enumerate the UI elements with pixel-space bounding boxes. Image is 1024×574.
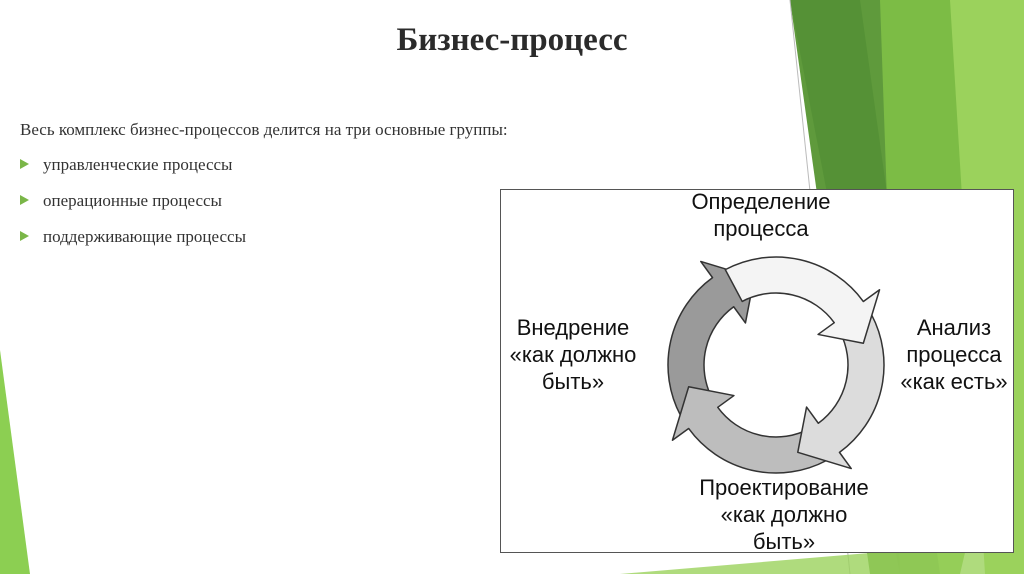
triangle-bullet-icon [20,195,29,205]
list-item-label: управленческие процессы [43,155,233,174]
list-item [20,155,246,191]
green-left-sliver [0,350,30,574]
list-item [20,227,246,263]
stage-definition-label: Определение процесса [691,189,831,241]
triangle-bullet-icon [20,159,29,169]
slide-title: Бизнес-процесс [396,22,628,58]
process-group-list [20,155,246,263]
list-item [20,191,246,227]
stage-analysis-label: Анализ процесса «как есть» [900,315,1008,394]
stage-implementation-label: Внедрение «как должно быть» [509,315,637,394]
stage-design-label: Проектирование «как должно быть» [699,475,869,554]
intro-text: Весь комплекс бизнес-процессов делится на три основные группы: [20,120,508,139]
list-item-label: операционные процессы [43,191,222,210]
triangle-bullet-icon [20,231,29,241]
list-item-label: поддерживающие процессы [43,227,247,246]
process-cycle-figure [500,189,1014,553]
